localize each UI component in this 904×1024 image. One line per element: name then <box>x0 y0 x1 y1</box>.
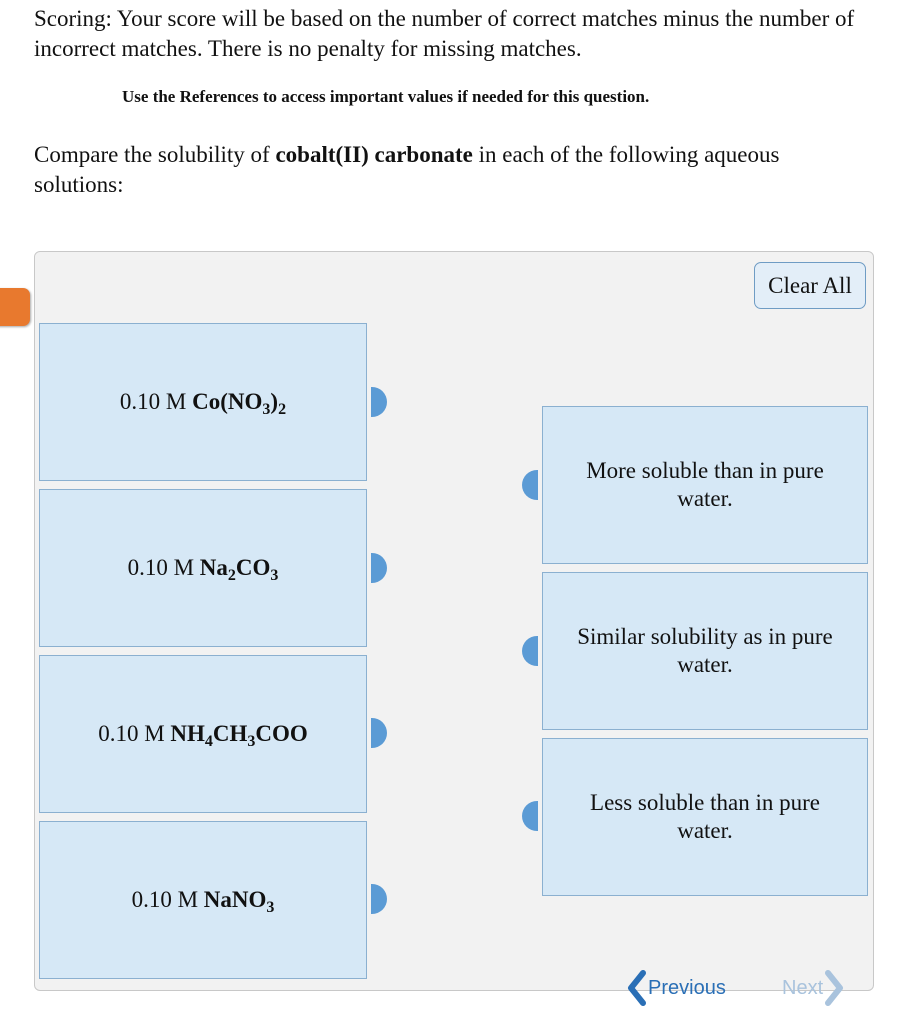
answer-label: More soluble than in pure water. <box>586 458 824 511</box>
solution-box-4[interactable] <box>39 821 367 979</box>
previous-label: Previous <box>648 976 726 999</box>
solution-box-1[interactable] <box>39 323 367 481</box>
solution-label: 0.10 M NaNO$_3$ <box>131 887 275 916</box>
clear-all-button[interactable]: Clear All <box>754 262 866 309</box>
scoring-instructions: Scoring: Your score will be based on the number of correct matches minus the number of incorrect matches. There is no penalty for missing matches. <box>34 6 855 61</box>
question-suffix: in each of the following aqueous solutions: <box>34 142 780 197</box>
solution-label: 0.10 M $Co(NO_3)_2$ <box>119 389 287 418</box>
question-prefix: Compare the solubility of <box>34 142 276 167</box>
answer-box-less-soluble[interactable] <box>542 738 868 896</box>
question-text <box>34 140 874 200</box>
answer-label: Less soluble than in pure water. <box>590 790 820 843</box>
chevron-left-icon <box>626 970 648 1006</box>
solution-formula: $Na_2CO_3$ <box>199 555 279 584</box>
answer-label: Similar solubility as in pure water. <box>577 624 833 677</box>
flag-tab[interactable] <box>0 288 30 326</box>
solution-box-3[interactable] <box>39 655 367 813</box>
solution-box-2[interactable] <box>39 489 367 647</box>
next-button[interactable] <box>782 970 845 1006</box>
solution-label: 0.10 M $Na_2CO_3$ <box>127 555 279 584</box>
references-note: Use the References to access important values if needed for this question. <box>122 87 650 106</box>
chevron-right-icon <box>823 970 845 1006</box>
solution-formula: $Co(NO_3)_2$ <box>192 389 287 418</box>
previous-button[interactable] <box>626 970 726 1006</box>
next-label: Next <box>782 976 824 999</box>
solution-formula: NaNO$_3$ <box>203 887 275 916</box>
answer-box-similar-solubility[interactable] <box>542 572 868 730</box>
answer-box-more-soluble[interactable] <box>542 406 868 564</box>
solution-label: 0.10 M $NH_4CH_3COO$ <box>98 721 308 750</box>
question-compound: cobalt(II) carbonate <box>275 142 473 167</box>
solution-formula: $NH_4CH_3COO$ <box>170 721 308 750</box>
